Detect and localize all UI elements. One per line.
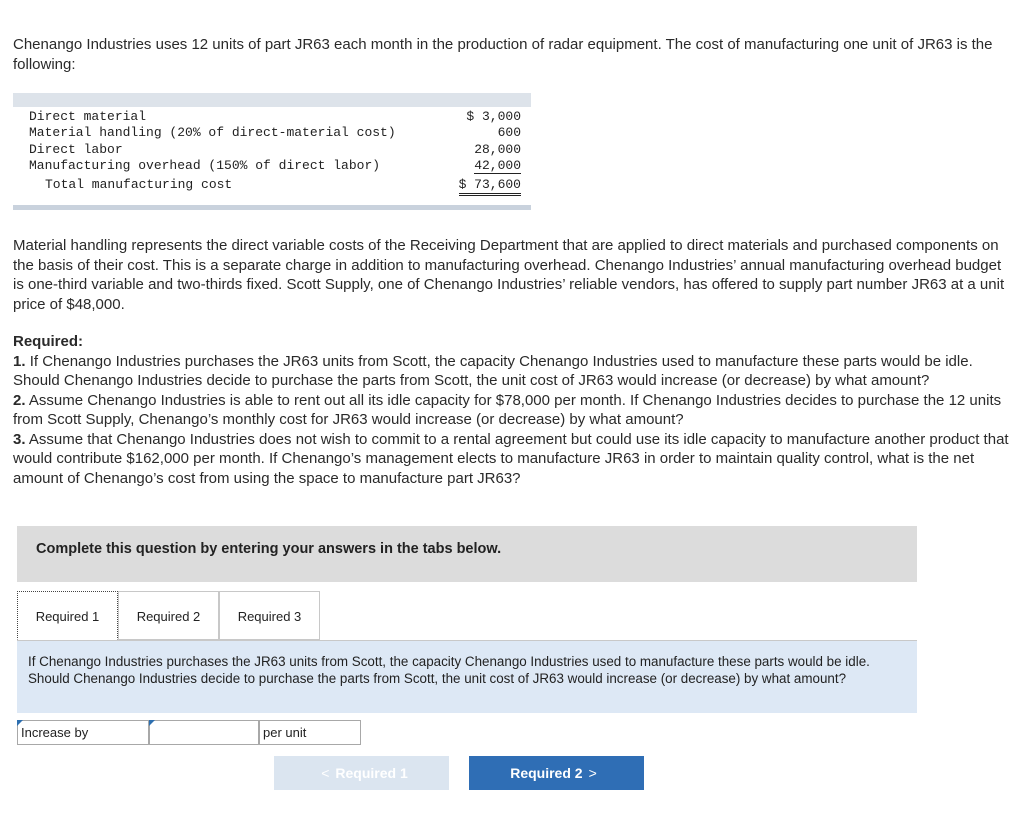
item-number: 2. (13, 391, 26, 409)
table-row (13, 158, 531, 174)
required-item-3 (13, 430, 1013, 489)
row-label: Direct material (29, 109, 147, 124)
prev-button[interactable] (274, 756, 449, 790)
chevron-left-icon: < (321, 765, 330, 781)
tab-required-2[interactable]: Required 2 (118, 591, 219, 640)
cost-table (13, 109, 531, 196)
tab-required-3[interactable]: Required 3 (219, 591, 320, 640)
item-text: Assume Chenango Industries is able to rent out all its idle capacity for $78,000 per month. If Chenango Industries decides to purchase the 12 units from Scott Supply, Chenango’s monthly cost for JR63 would increase (or decrease) by what amount? (13, 391, 1002, 428)
instruction-text: Complete this question by entering your answers in the tabs below. (36, 541, 502, 557)
row-amount: 600 (497, 125, 521, 141)
row-label: Material handling (20% of direct-material cost) (29, 125, 396, 141)
table-header-bar (13, 93, 531, 107)
question-box (17, 641, 917, 713)
table-row (13, 125, 531, 141)
cost-table-box (13, 93, 531, 210)
total-row (13, 174, 531, 196)
unit-label: per unit (259, 720, 361, 745)
amount-input[interactable] (149, 720, 259, 745)
table-row (13, 142, 531, 158)
instruction-banner (17, 526, 917, 582)
total-label: Total manufacturing cost (45, 177, 233, 193)
row-label: Direct labor (29, 141, 123, 157)
row-amount: 28,000 (474, 141, 521, 157)
total-amount: $ 73,600 (459, 177, 521, 196)
item-number: 3. (13, 430, 26, 448)
item-number: 1. (13, 352, 26, 370)
row-amount: 42,000 (474, 157, 521, 173)
required-heading: Required: (13, 333, 84, 350)
tab-required-1[interactable]: Required 1 (17, 591, 118, 640)
row-amount: $ 3,000 (466, 109, 521, 124)
intro-text: Chenango Industries uses 12 units of part JR63 each month in the production of radar equipment. The cost of manufacturing one unit of JR63 is the following: (13, 36, 993, 73)
chevron-right-icon: > (588, 765, 597, 781)
row-label: Manufacturing overhead (150% of direct labor) (29, 157, 381, 173)
next-button[interactable] (469, 756, 644, 790)
increase-decrease-select[interactable]: Increase by (17, 720, 149, 745)
table-row (13, 109, 531, 125)
item-text: Assume that Chenango Industries does not wish to commit to a rental agreement but could use its idle capacity to manufacture another product that would contribute $162,000 per month. If Chenango’s management elects to manufacture JR63 in order to maintain quality control, what is the net amount of Chenango’s cost from using the space to manufacture part JR63? (13, 430, 1009, 487)
required-section (13, 332, 1013, 488)
handling-paragraph: Material handling represents the direct variable costs of the Receiving Department that are applied to direct materials and purchased components on the basis of their cost. This is a separate charge in addition to manufacturing overhead. Chenango Industries’ annual manufacturing overhead budget is one-third variable and two-thirds fixed. Scott Supply, one of Chenango Industries’ reliable vendors, has offered to supply part number JR63 at a unit price of $48,000. (13, 237, 1005, 313)
table-footer-bar (13, 205, 531, 210)
item-text: If Chenango Industries purchases the JR63 units from Scott, the capacity Chenango Industries used to manufacture these parts would be idle. Should Chenango Industries decide to purchase the parts from Scott, the unit cost of JR63 would increase (or decrease) by what amount? (13, 352, 973, 389)
question-text: If Chenango Industries purchases the JR63 units from Scott, the capacity Chenango Industries used to manufacture these parts would be idle. Should Chenango Industries decide to purchase the parts from Scott, the unit cost of JR63 would increase (or decrease) by what amount? (28, 654, 870, 686)
required-item-2 (13, 391, 1013, 430)
prev-button-label: Required 1 (335, 765, 408, 781)
next-button-label: Required 2 (510, 765, 583, 781)
required-item-1 (13, 352, 1013, 391)
